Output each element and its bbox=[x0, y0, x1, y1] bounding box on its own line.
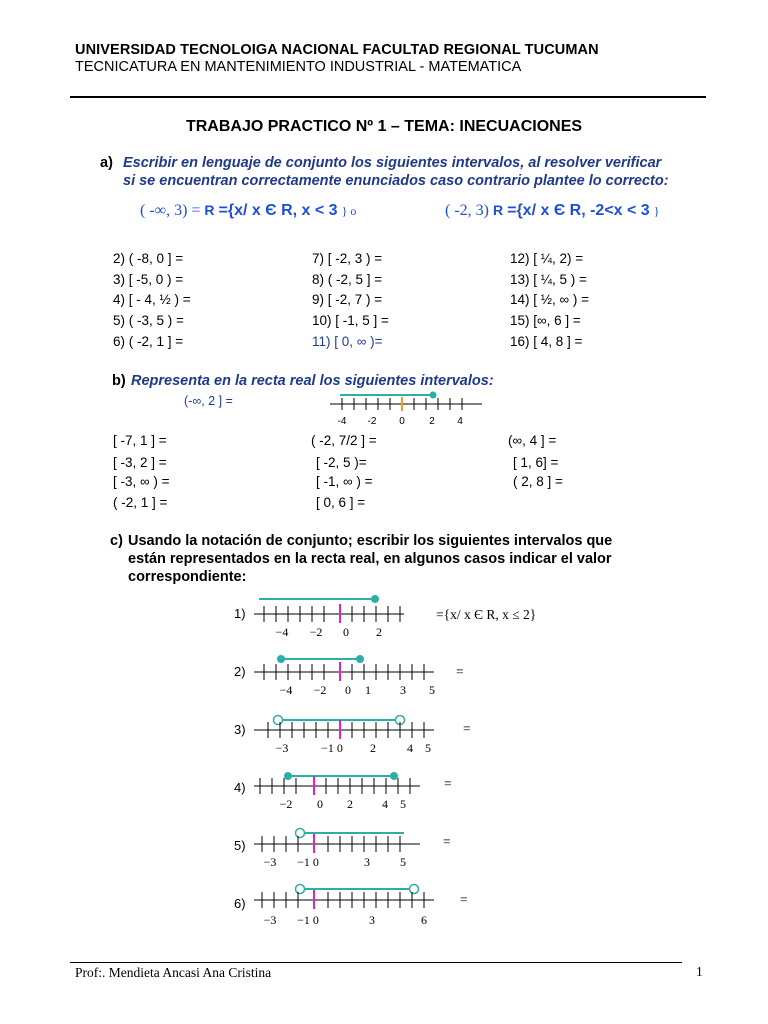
b-example: (-∞, 2 ] = bbox=[184, 394, 233, 408]
example-1-interval: ( -∞, 3) = bbox=[140, 202, 201, 219]
c3-tick-2: 2 bbox=[370, 741, 376, 755]
example-1-close: } o bbox=[341, 204, 357, 218]
section-a-letter: a) bbox=[100, 155, 113, 171]
a-item-11: 11) [ 0, ∞ )= bbox=[312, 334, 383, 349]
c5-open-left bbox=[296, 829, 305, 838]
example-1-r: R bbox=[204, 202, 215, 218]
a-item-12: 12) [ ¼, 2) = bbox=[510, 251, 584, 266]
c4-tick-4: 5 bbox=[400, 797, 406, 811]
c3-tick-1: −1 0 bbox=[321, 741, 343, 755]
c4-tick-0: −2 bbox=[279, 797, 293, 811]
section-c-letter: c) bbox=[110, 533, 123, 549]
b-item-10: [ 1, 6] = bbox=[513, 455, 559, 470]
c5-answer: = bbox=[443, 834, 451, 849]
b-example-closed-point bbox=[430, 392, 437, 399]
example-2-set: ={x/ x Є R, -2<x < 3 bbox=[507, 202, 650, 219]
c-line-label-3: 3) bbox=[234, 722, 246, 737]
example-2-close: } bbox=[653, 204, 660, 218]
section-c-text-2: están representados en la recta real, en algunos casos indicar el valor bbox=[128, 551, 612, 567]
c2-closed-left bbox=[277, 655, 285, 663]
c4-closed-right bbox=[390, 772, 398, 780]
b-example-tick-label-1: -2 bbox=[367, 416, 377, 427]
c6-tick-0: −3 bbox=[263, 913, 277, 927]
example-2-r: R bbox=[492, 202, 504, 218]
c-number-line-1 bbox=[234, 590, 414, 638]
c-line-label-6: 6) bbox=[234, 896, 246, 911]
b-item-8: [ 0, 6 ] = bbox=[316, 495, 366, 510]
c2-tick-5: 5 bbox=[429, 683, 435, 697]
section-c-text-3: correspondiente: bbox=[128, 569, 247, 585]
c4-tick-3: 4 bbox=[382, 797, 388, 811]
c2-tick-4: 3 bbox=[400, 683, 406, 697]
section-c-text-1: Usando la notación de conjunto; escribir los siguientes intervalos que bbox=[128, 533, 613, 549]
b-example-tick-label-4: 4 bbox=[457, 416, 463, 427]
a-item-9: 9) [ -2, 7 ) = bbox=[312, 292, 383, 307]
example-1-set: ={x/ x Є R, x < 3 bbox=[218, 202, 338, 219]
example-2 bbox=[445, 202, 659, 220]
a-item-13: 13) [ ¼, 5 ) = bbox=[510, 272, 587, 287]
c-line-label-1: 1) bbox=[234, 606, 246, 621]
c1-tick-2: 0 bbox=[343, 625, 349, 639]
header-rule bbox=[70, 96, 706, 98]
b-item-6: [ -2, 5 )= bbox=[316, 455, 367, 470]
c6-open-right bbox=[410, 885, 419, 894]
a-item-15: 15) [∞, 6 ] = bbox=[510, 313, 581, 328]
c4-answer: = bbox=[444, 776, 452, 791]
a-item-2: 2) ( -8, 0 ] = bbox=[113, 251, 184, 266]
c4-closed-left bbox=[284, 772, 292, 780]
c5-tick-2: 3 bbox=[364, 855, 370, 869]
b-item-9: (∞, 4 ] = bbox=[508, 433, 557, 448]
footer-author: Prof:. Mendieta Ancasi Ana Cristina bbox=[75, 965, 272, 980]
c1-closed-point bbox=[371, 595, 379, 603]
example-2-interval: ( -2, 3) bbox=[445, 202, 489, 219]
c-number-line-4 bbox=[234, 764, 444, 812]
c6-answer: = bbox=[460, 892, 468, 907]
b-example-tick-label-2: 0 bbox=[399, 416, 405, 427]
b-example-tick-label-3: 2 bbox=[429, 416, 435, 427]
c4-tick-1: 0 bbox=[317, 797, 323, 811]
c-line-label-5: 5) bbox=[234, 838, 246, 853]
c1-tick-1: −2 bbox=[309, 625, 323, 639]
page-title: TRABAJO PRACTICO Nº 1 – TEMA: INECUACIONES bbox=[185, 118, 583, 135]
c6-tick-2: 3 bbox=[369, 913, 375, 927]
c3-answer: = bbox=[463, 721, 471, 736]
b-example-number-line bbox=[330, 386, 490, 430]
b-item-2: [ -3, 2 ] = bbox=[113, 455, 167, 470]
section-a-text-1: Escribir en lenguaje de conjunto los siguientes intervalos, al resolver verificar bbox=[123, 155, 662, 171]
a-item-4: 4) [ - 4, ½ ) = bbox=[113, 292, 191, 307]
c6-tick-3: 6 bbox=[421, 913, 427, 927]
c-number-line-5 bbox=[234, 822, 444, 870]
b-item-1: [ -7, 1 ] = bbox=[113, 433, 167, 448]
section-b-letter: b) bbox=[112, 373, 126, 389]
a-item-6: 6) ( -2, 1 ] = bbox=[113, 334, 184, 349]
a-item-7: 7) [ -2, 3 ) = bbox=[312, 251, 383, 266]
page-number: 1 bbox=[696, 964, 703, 979]
b-item-5: ( -2, 7/2 ] = bbox=[311, 433, 377, 448]
program-title: TECNICATURA EN MANTENIMIENTO INDUSTRIAL - MATEMATICA bbox=[75, 59, 522, 75]
b-item-4: ( -2, 1 ] = bbox=[113, 495, 168, 510]
c-line-label-4: 4) bbox=[234, 780, 246, 795]
a-item-8: 8) ( -2, 5 ] = bbox=[312, 272, 383, 287]
b-item-7: [ -1, ∞ ) = bbox=[316, 474, 373, 489]
c-number-line-2 bbox=[234, 648, 444, 696]
c6-open-left bbox=[296, 885, 305, 894]
c2-tick-2: 0 bbox=[345, 683, 351, 697]
section-a-text-2: si se encuentran correctamente enunciados caso contrario plantee lo correcto: bbox=[123, 173, 669, 189]
c2-tick-3: 1 bbox=[365, 683, 371, 697]
c5-tick-1: −1 0 bbox=[297, 855, 319, 869]
c3-open-left bbox=[274, 716, 283, 725]
c-line-label-2: 2) bbox=[234, 664, 246, 679]
b-item-11: ( 2, 8 ] = bbox=[513, 474, 563, 489]
b-item-3: [ -3, ∞ ) = bbox=[113, 474, 170, 489]
a-item-10: 10) [ -1, 5 ] = bbox=[312, 313, 389, 328]
example-1 bbox=[140, 202, 356, 220]
c5-tick-0: −3 bbox=[263, 855, 277, 869]
a-item-3: 3) [ -5, 0 ) = bbox=[113, 272, 184, 287]
c3-tick-4: 5 bbox=[425, 741, 431, 755]
c6-tick-1: −1 0 bbox=[297, 913, 319, 927]
section-b-text: Representa en la recta real los siguientes intervalos: bbox=[131, 373, 494, 389]
c5-tick-3: 5 bbox=[400, 855, 406, 869]
c2-closed-right bbox=[356, 655, 364, 663]
c-number-line-6 bbox=[234, 880, 444, 928]
c1-answer: ={x/ x Є R, x ≤ 2} bbox=[436, 607, 537, 622]
b-example-tick-label-0: -4 bbox=[337, 416, 347, 427]
c3-tick-0: −3 bbox=[275, 741, 289, 755]
c3-tick-3: 4 bbox=[407, 741, 413, 755]
c2-tick-0: −4 bbox=[279, 683, 293, 697]
c4-tick-2: 2 bbox=[347, 797, 353, 811]
a-item-16: 16) [ 4, 8 ] = bbox=[510, 334, 583, 349]
c1-tick-3: 2 bbox=[376, 625, 382, 639]
a-item-5: 5) ( -3, 5 ) = bbox=[113, 313, 184, 328]
c2-tick-1: −2 bbox=[313, 683, 327, 697]
footer-rule bbox=[70, 962, 682, 963]
university-title: UNIVERSIDAD TECNOLOIGA NACIONAL FACULTAD REGIONAL TUCUMAN bbox=[75, 42, 599, 58]
c1-tick-0: −4 bbox=[275, 625, 289, 639]
c2-answer: = bbox=[456, 664, 464, 679]
c-number-line-3 bbox=[234, 706, 444, 754]
a-item-14: 14) [ ½, ∞ ) = bbox=[510, 292, 590, 307]
